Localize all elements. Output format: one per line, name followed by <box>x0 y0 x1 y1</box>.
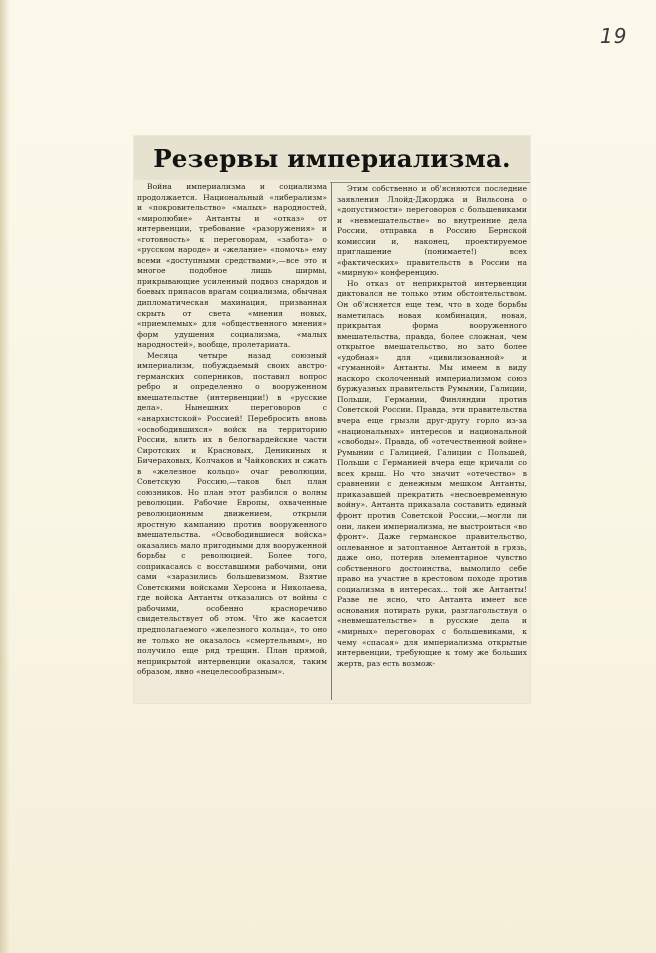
page-edge-shadow <box>0 0 10 953</box>
clipping-fold-line <box>330 182 530 183</box>
article-paragraph: Месяца четыре назад союзный империализм, побуждаемый своих австро-германских соперников, поставил вопрос ребро и определенно о вооруженном вмешательстве (интервенции!) в «русские дела». Нынешних переговоров с «анархистской» Россией! Перебросить вновь «освободившихся» войск на территорию России, влить их в белогвардейские части Сиротских и Красновых, Деникиных и Бичераховых, Колчаков и Чайковских и сжать в «железное кольцо» очаг революции, Советскую Россию,—таков был план союзников. Но план этот разбился о волны революции. Рабочие Европы, охваченные революционным движением, открыли яростную кампанию против вооруженного вмешательства. «Освободившиеся войска» оказались мало пригодными для вооруженной борьбы с революцией. Более того, соприкасаясь с восставшими рабочими, они сами «заразились большевизмом. Взятие Советскими войсками Херсона и Николаева, где войска Антанты отказались от войны с рабочими, особенно красноречиво свидетельствует об этом. Что же касается предполагаемого «железного кольца», то оно не только не оказалось «смертельным», но получило еще ряд трещин. План прямой, неприкрытой интервенции оказался, таким образом, явно «нецелесообразным». <box>137 350 327 677</box>
page-number: 19 <box>600 24 628 48</box>
article-headline: Резервы империализма. <box>134 136 530 180</box>
column-divider <box>331 182 332 700</box>
article-paragraph: Этим собственно и об'ясняются последние заявления Ллойд-Джорджа и Вильсона о «допустимости» переговоров с большевиками и «невмешательстве» во внутренние дела России, отправка в Россию Бернской комиссии и, наконец, проектируемое приглашение (понимаете!) всех «фактических» правительств в России на «мирную» конференцию. <box>337 184 527 278</box>
article-column-left <box>137 182 327 678</box>
article-paragraph: Но отказ от неприкрытой интервенции диктовался не только этим обстоятельством. Он об'ясняется еще тем, что в ходе борьбы наметилась новая комбинация, новая, прикрытая форма вооруженного вмешательства, правда, более сложная, чем открытое вмешательство, но зато более «удобная» для «цивилизованной» и «гуманной» Антанты. Мы имеем в виду наскоро сколоченный империализмом союз буржуазных правительств Румынии, Галиции, Польши, Германии, Финляндии против Советской России. Правда, эти правительства вчера еще грызли друг-другу горло из-за «национальных» интересов и национальной «свободы». Правда, об «отечественной войне» Румынии с Галицией, Галиции с Польшей, Польши с Германией вчера еще кричали со всех крыш. Но что значит «отечество» в сравнении с денежным мешком Антанты, приказавшей прекратить «несвоевременную войну». Антанта приказала составить единый фронт против Советской России,—могли ли они, лакеи империализма, не выстроиться «во фронт». Даже германское правительство, оплеванное и затоптанное Антантой в грязь, даже оно, потеряв элементарное чувство собственного достоинства, вымолило себе право на участие в крестовом походе против социализма в интересах... той же Антанты! Разве не ясно, что Антанта имеет все основания потирать руки, разглагольствуя о «невмешательстве» в русские дела и «мирных» переговорах с большевиками, к чему «спасая» для империализма открытые интервенции, требующие к тому же больших жертв, раз есть возмож- <box>337 278 527 668</box>
article-paragraph: Война империализма и социализма продолжается. Национальный «либерализм» и «покровительство» «малых» народностей, «миролюбие» Антанты и «отказ» от интервенции, требование «разоружения» и «готовность» к переговорам, «забота» о «русском народе» и «желание» «помочь» ему всеми «доступными средствами»,—все это и многое подобное лишь ширмы, прикрывающие усиленный подвоз снарядов и боевых припасов врагам социализма, обычная дипломатическая махинация, призванная скрыть от света «мнения новых, «приемлемых» для «общественного мнения» форм удушения социализма, «малых народностей», вообще, пролетариата. <box>137 182 327 350</box>
newspaper-clipping <box>134 136 530 703</box>
article-column-right <box>337 184 527 669</box>
